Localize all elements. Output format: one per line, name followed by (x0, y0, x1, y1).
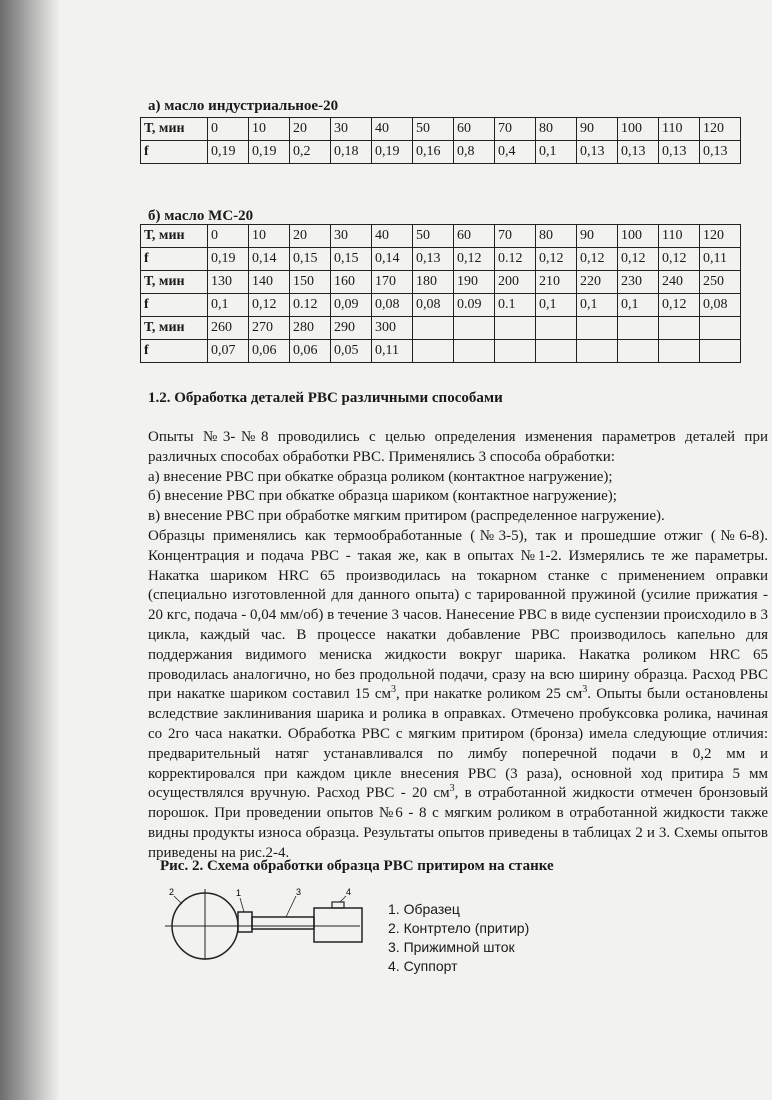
text-part-4: , в отработанной жидкости отмечен бронзовый порошок. При проведении опытов №6 - 8 с мягким роликом в отработанной жидкости также видны продукты износа образца. Результаты опытов приведены в таблицах 2 и 3. Схемы опытов приведены на рис.2-4. (148, 785, 769, 861)
table-cell: 0,12 (454, 248, 495, 271)
table-cell: 220 (577, 271, 618, 294)
table-cell: 30 (331, 225, 372, 248)
lap-block (238, 912, 252, 932)
table-cell: 50 (413, 118, 454, 141)
table-cell: 150 (290, 271, 331, 294)
table-cell: 0,13 (577, 141, 618, 164)
figure-legend (388, 900, 529, 976)
text-part-2: , при накатке роликом 25 см (396, 686, 583, 703)
superscript: 3 (391, 684, 397, 696)
table-cell: 0,16 (413, 141, 454, 164)
table-cell: 0,1 (577, 294, 618, 317)
superscript: 3 (582, 684, 588, 696)
table-cell: 120 (700, 118, 741, 141)
table-cell: 0,14 (249, 248, 290, 271)
section-title: 1.2. Обработка деталей РВС различными способами (148, 390, 503, 406)
pressure-rod (252, 917, 314, 929)
label-4: 4 (346, 887, 352, 897)
table-cell: 0,13 (618, 141, 659, 164)
table-cell: 10 (249, 118, 290, 141)
legend-item-1: 1. Образец (388, 901, 460, 917)
row-header-cell: Т, мин (141, 317, 208, 340)
table-cell: 10 (249, 225, 290, 248)
row-header-cell: Т, мин (141, 225, 208, 248)
paragraph-intro: Опыты №3-№8 проводились с целью определения изменения параметров деталей при различных способах обработки РВС. Применялись 3 способа обработки: (148, 429, 768, 465)
table-cell: 0 (208, 225, 249, 248)
table-b-caption: б) масло МС-20 (148, 208, 254, 224)
table-row (141, 141, 741, 164)
table-cell (413, 317, 454, 340)
table-cell: 280 (290, 317, 331, 340)
figure-diagram (160, 886, 375, 961)
table-cell: 250 (700, 271, 741, 294)
superscript: 3 (449, 783, 455, 795)
table-cell: 0,07 (208, 340, 249, 363)
table-cell: 0,08 (413, 294, 454, 317)
table-cell: 120 (700, 225, 741, 248)
table-cell: 0,4 (495, 141, 536, 164)
table-cell: 110 (659, 118, 700, 141)
table-cell: 140 (249, 271, 290, 294)
table-cell: 0,12 (618, 248, 659, 271)
table-cell (618, 317, 659, 340)
support-knob (332, 902, 344, 908)
table-cell: 0 (208, 118, 249, 141)
table-cell: 0,19 (208, 248, 249, 271)
table-cell: 170 (372, 271, 413, 294)
table-cell: 240 (659, 271, 700, 294)
table-cell: 0,06 (290, 340, 331, 363)
table-cell: 0,12 (249, 294, 290, 317)
table-cell: 0,1 (208, 294, 249, 317)
text-part-3: . Опыты были остановлены вследствие заклинивания шарика и ролика в оправках. Отмечено пробуксовка ролика, начиная со 2го часа накатки. Обработка РВС с мягким притиром (бронза) имела следующие отличия: предварительный натяг устанавливался по лимбу поперечной подачи в 0,2 мм и корректировался при каждом цикле внесения РВС (3 раза), основной ход притира 5 мм осуществлялся вручную. Расход РВС - 20 см (148, 686, 768, 802)
table-cell: 100 (618, 225, 659, 248)
table-a-caption: а) масло индустриальное-20 (148, 98, 339, 114)
method-a: а) внесение РВС при обкатке образца роликом (контактное нагружение); (148, 468, 613, 485)
table-cell: 110 (659, 225, 700, 248)
table-cell: 0,12 (659, 294, 700, 317)
table-cell: 90 (577, 225, 618, 248)
leader-2 (174, 896, 182, 904)
table-cell: 0,13 (413, 248, 454, 271)
table-cell: 260 (208, 317, 249, 340)
table-cell: 40 (372, 118, 413, 141)
method-c: в) внесение РВС при обработке мягким притиром (распределенное нагружение). (148, 508, 665, 525)
table-cell: 40 (372, 225, 413, 248)
legend-item-2: 2. Контртело (притир) (388, 920, 530, 936)
table-cell: 210 (536, 271, 577, 294)
table-cell (659, 340, 700, 363)
table-a (140, 117, 741, 164)
table-cell (700, 317, 741, 340)
table-b (140, 224, 741, 363)
table-cell: 0,8 (454, 141, 495, 164)
table-cell: 0,1 (618, 294, 659, 317)
row-header-cell: f (141, 340, 208, 363)
label-2: 2 (169, 887, 175, 897)
table-cell: 0,08 (700, 294, 741, 317)
table-cell: 100 (618, 118, 659, 141)
table-cell: 70 (495, 118, 536, 141)
table-cell: 190 (454, 271, 495, 294)
table-cell: 0,12 (659, 248, 700, 271)
table-cell: 270 (249, 317, 290, 340)
table-row (141, 225, 741, 248)
table-row (141, 317, 741, 340)
row-header-cell: Т, мин (141, 271, 208, 294)
table-cell: 0,13 (659, 141, 700, 164)
table-cell: 0.12 (290, 294, 331, 317)
table-cell: 230 (618, 271, 659, 294)
table-cell: 20 (290, 118, 331, 141)
table-cell (618, 340, 659, 363)
table-cell: 0,2 (290, 141, 331, 164)
table-cell (659, 317, 700, 340)
table-cell: 20 (290, 225, 331, 248)
table-cell: 290 (331, 317, 372, 340)
table-cell: 180 (413, 271, 454, 294)
table-cell: 80 (536, 225, 577, 248)
table-cell: 60 (454, 225, 495, 248)
table-cell: 90 (577, 118, 618, 141)
table-cell: 0,14 (372, 248, 413, 271)
table-cell: 130 (208, 271, 249, 294)
table-cell: 0,15 (290, 248, 331, 271)
support-block (314, 908, 362, 942)
table-cell: 0,12 (536, 248, 577, 271)
table-cell: 200 (495, 271, 536, 294)
table-cell: 0,19 (249, 141, 290, 164)
table-cell: 0,19 (372, 141, 413, 164)
leader-1 (240, 898, 244, 912)
table-cell (577, 317, 618, 340)
row-header-cell: f (141, 294, 208, 317)
table-cell (536, 317, 577, 340)
table-cell: 50 (413, 225, 454, 248)
table-cell: 0,06 (249, 340, 290, 363)
table-cell: 0.09 (454, 294, 495, 317)
table-cell: 80 (536, 118, 577, 141)
row-header-cell: f (141, 141, 208, 164)
table-row (141, 118, 741, 141)
table-cell: 60 (454, 118, 495, 141)
table-cell (413, 340, 454, 363)
table-cell: 0,12 (577, 248, 618, 271)
table-cell: 0.12 (495, 248, 536, 271)
table-cell: 0,19 (208, 141, 249, 164)
legend-item-3: 3. Прижимной шток (388, 939, 515, 955)
table-row (141, 248, 741, 271)
table-cell (495, 317, 536, 340)
label-3: 3 (296, 887, 302, 897)
paragraph-main (148, 527, 768, 864)
table-row (141, 271, 741, 294)
label-1: 1 (236, 888, 242, 898)
table-cell: 300 (372, 317, 413, 340)
text-part-1: Образцы применялись как термообработанные (№3-5), так и прошедшие отжиг (№6-8). Концентрация и подача РВС - такая же, как в опытах №1-2. Измерялись те же параметры. Накатка шариком HRC 65 производилась на токарном станке с применением оправки (специально изготовленной для данного опыта) с тарированной пружиной (усилие прижатия - 20 кгс, подача - 0,04 мм/об) в течение 3 часов. Нанесение РВС в виде суспензии происходило в 3 цикла, каждый час. В процессе накатки добавление РВС производилось капельно для поддержания видимого мениска жидкости вокруг шарика. Накатка роликом HRC 65 проводилась аналогично, но без продольной подачи, сразу на всю ширину образца. Расход РВС при накатке шариком составил 15 см (148, 527, 768, 703)
table-cell: 30 (331, 118, 372, 141)
table-cell: 0,1 (536, 141, 577, 164)
leader-3 (286, 896, 296, 917)
table-cell: 0,11 (700, 248, 741, 271)
table-cell: 0,11 (372, 340, 413, 363)
table-cell: 0,09 (331, 294, 372, 317)
table-cell: 70 (495, 225, 536, 248)
table-row (141, 294, 741, 317)
table-cell (495, 340, 536, 363)
table-cell: 0,15 (331, 248, 372, 271)
table-cell: 0,13 (700, 141, 741, 164)
table-cell: 0,18 (331, 141, 372, 164)
table-cell: 160 (331, 271, 372, 294)
table-cell: 0,1 (536, 294, 577, 317)
table-cell (454, 340, 495, 363)
table-cell (700, 340, 741, 363)
figure-caption: Рис. 2. Схема обработки образца РВС притиром на станке (160, 858, 554, 874)
table-cell (577, 340, 618, 363)
table-row (141, 340, 741, 363)
body-text (148, 428, 768, 864)
table-cell: 0,05 (331, 340, 372, 363)
legend-item-4: 4. Суппорт (388, 958, 458, 974)
table-cell (454, 317, 495, 340)
table-cell: 0.1 (495, 294, 536, 317)
row-header-cell: Т, мин (141, 118, 208, 141)
table-cell (536, 340, 577, 363)
table-cell: 0,08 (372, 294, 413, 317)
method-b: б) внесение РВС при обкатке образца шариком (контактное нагружение); (148, 488, 617, 505)
row-header-cell: f (141, 248, 208, 271)
